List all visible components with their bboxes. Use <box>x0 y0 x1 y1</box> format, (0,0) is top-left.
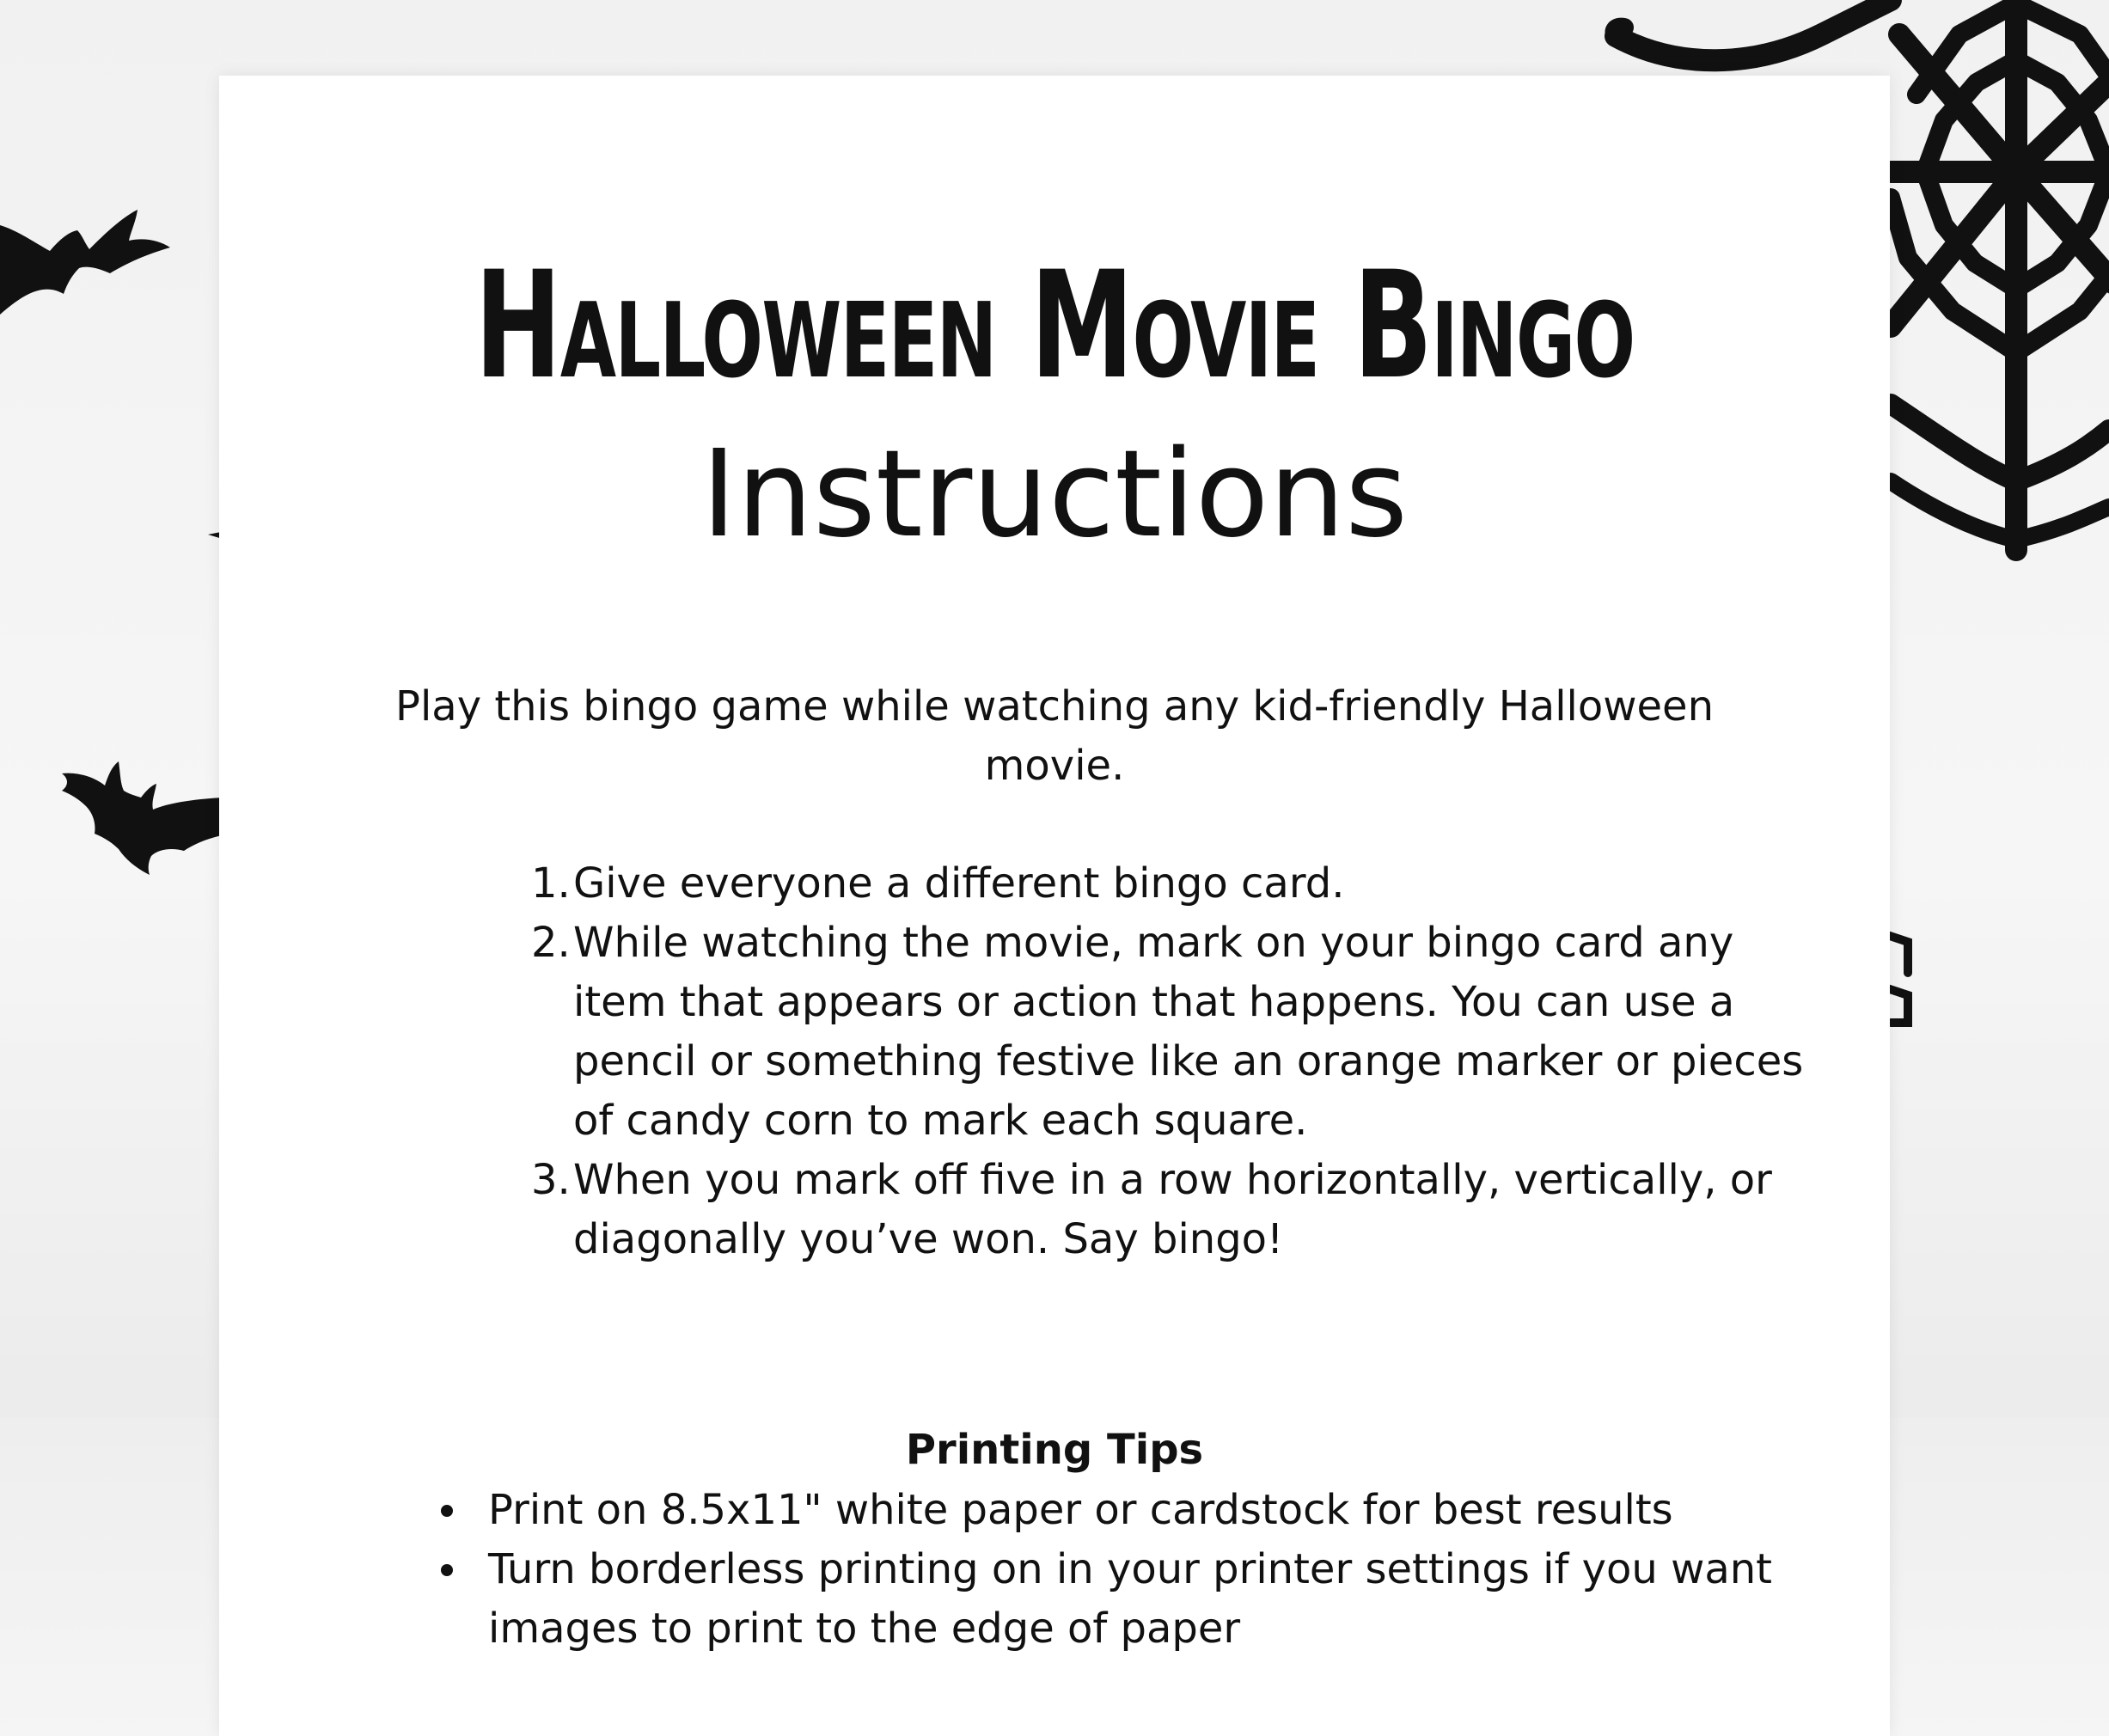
spider-web-icon <box>1887 935 1908 1023</box>
instruction-steps <box>374 854 1835 1269</box>
tip-text: Print on 8.5x11" white paper or cardstock for best results <box>488 1486 1673 1534</box>
bullet-icon <box>441 1505 453 1517</box>
page-subtitle: Instructions <box>700 425 1409 565</box>
list-item <box>374 1151 1835 1269</box>
list-item <box>374 914 1835 1151</box>
step-text: Give everyone a different bingo card. <box>573 859 1345 908</box>
bullet-icon <box>441 1564 453 1576</box>
instruction-sheet <box>219 76 1890 1736</box>
list-item <box>374 854 1835 914</box>
printing-tips-list <box>219 1481 1852 1659</box>
bat-icon <box>0 210 170 315</box>
step-text: While watching the movie, mark on your bingo card any item that appears or action that happens. You can use a pencil or something festive like an orange marker or pieces of candy corn to mark each square. <box>573 919 1804 1145</box>
page-title: Halloween Movie Bingo <box>474 239 1635 412</box>
tip-text: Turn borderless printing on in your printer settings if you want images to print to the edge of paper <box>488 1545 1772 1653</box>
step-text: When you mark off five in a row horizontally, vertically, or diagonally you’ve won. Say bingo! <box>573 1156 1772 1263</box>
printing-tips-heading: Printing Tips <box>905 1426 1204 1474</box>
intro-paragraph: Play this bingo game while watching any kid-friendly Halloween movie. <box>395 682 1714 790</box>
list-item <box>219 1540 1852 1659</box>
step-number: 3. <box>531 1156 571 1204</box>
list-item <box>219 1481 1852 1540</box>
bat-icon <box>62 761 222 875</box>
step-number: 1. <box>531 859 571 908</box>
step-number: 2. <box>531 919 571 967</box>
